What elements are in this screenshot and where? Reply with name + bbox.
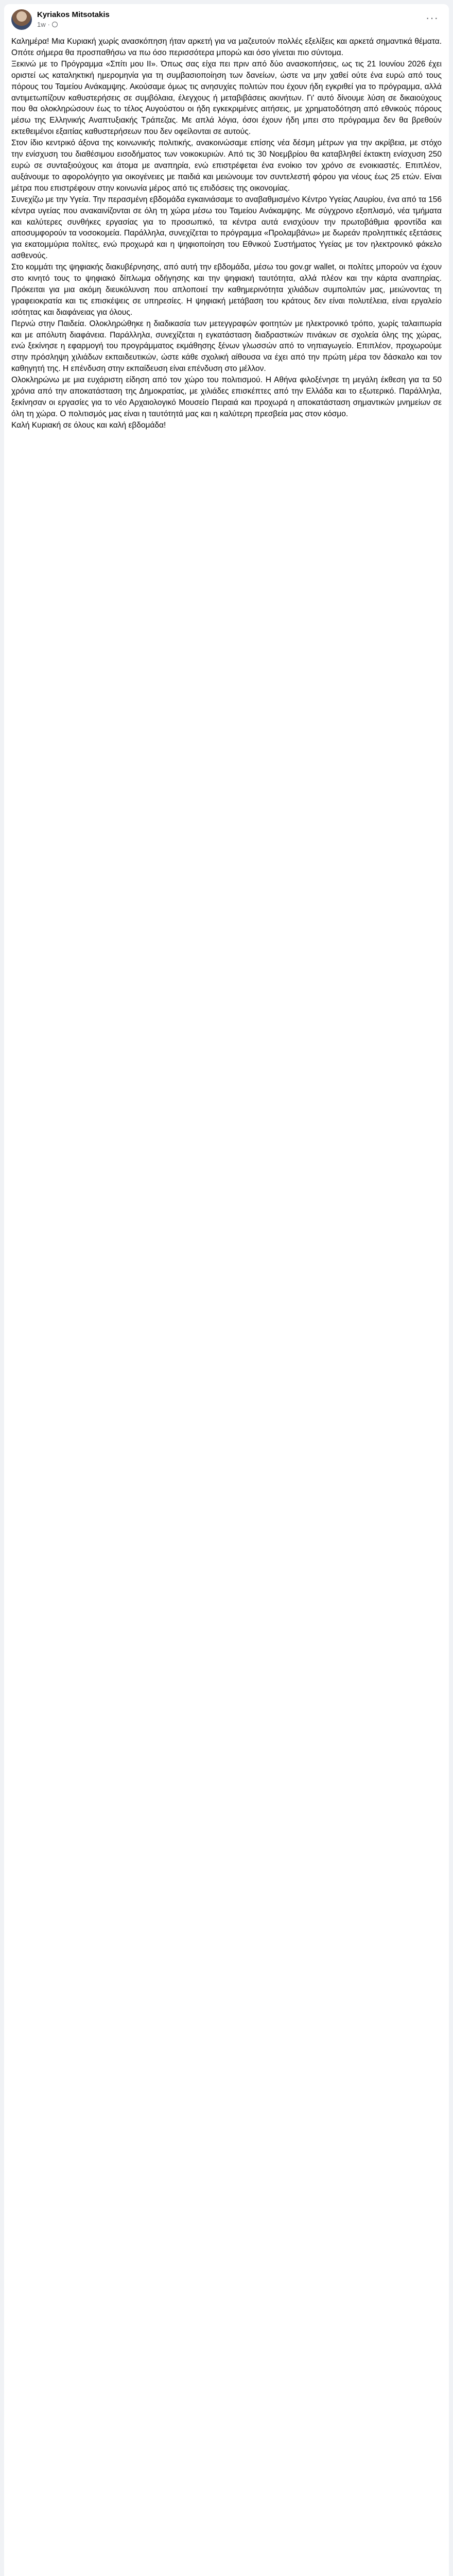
- post-time[interactable]: 1w: [37, 21, 46, 28]
- post-body: [11, 36, 442, 431]
- author-name[interactable]: Kyriakos Mitsotakis: [37, 10, 110, 19]
- post-paragraph: Καλημέρα! Μια Κυριακή χωρίς ανασκόπηση ήταν αρκετή για να μαζευτούν πολλές εξελίξεις και αρκετά σημαντικά θέματα. Οπότε σήμερα θα προσπαθήσω να πω όσο περισσότερα μπορώ και όσο γίνεται πιο σύντομα.: [11, 37, 442, 57]
- post-paragraph: Ολοκληρώνω με μια ευχάριστη είδηση από τον χώρο του πολιτισμού. Η Αθήνα φιλοξένησε τη μεγάλη έκθεση για τα 50 χρόνια από την αποκατάσταση της Δημοκρατίας, με χιλιάδες επισκέπτες από την Ελλάδα και το εξωτερικό. Παράλληλα, ξεκίνησαν οι εργασίες για το νέο Αρχαιολογικό Μουσείο Πειραιά και προχωρά η αποκατάσταση σημαντικών μνημείων σε όλη τη χώρα. Ο πολιτισμός μας είναι η ταυτότητά μας και η καλύτερη πρεσβεία μας στον κόσμο.: [11, 376, 442, 418]
- post-paragraph: Στον ίδιο κεντρικό άξονα της κοινωνικής πολιτικής, ανακοινώσαμε επίσης νέα δέσμη μέτρων για την ακρίβεια, με στόχο την ενίσχυση του διαθέσιμου εισοδήματος των νοικοκυριών. Από τις 30 Νοεμβρίου θα καταβληθεί έκτακτη ενίσχυση 250 ευρώ σε συνταξιούχους και άτομα με αναπηρία, ενώ επιστρέφεται ένα ενοίκιο τον χρόνο σε ενοικιαστές. Επιπλέον, αυξάνουμε το αφορολόγητο για οικογένειες με παιδιά και μειώνουμε τον συντελεστή φόρου για νέους έως 25 ετών. Είναι μέτρα που επιστρέφουν στην κοινωνία μέρος από τις επιδόσεις της οικονομίας.: [11, 139, 442, 193]
- post-paragraph: Περνώ στην Παιδεία. Ολοκληρώθηκε η διαδικασία των μετεγγραφών φοιτητών με ηλεκτρονικό τρόπο, χωρίς ταλαιπωρία και με απόλυτη διαφάνεια. Παράλληλα, συνεχίζεται η εγκατάσταση διαδραστικών πινάκων σε σχολεία όλης της χώρας, ενώ ξεκίνησε η εφαρμογή του προγράμματος εκμάθησης ξένων γλωσσών από το νηπιαγωγείο. Επιπλέον, προχωρούμε στην πρόσληψη χιλιάδων εκπαιδευτικών, ώστε κάθε σχολική αίθουσα να έχει από την πρώτη μέρα τον δάσκαλο και τον καθηγητή της. Η επένδυση στην εκπαίδευση είναι επένδυση στο μέλλον.: [11, 319, 442, 374]
- meta-dot: ·: [47, 21, 50, 28]
- more-options-icon[interactable]: ···: [426, 11, 439, 24]
- post-header: [11, 9, 439, 32]
- post-paragraph: Συνεχίζω με την Υγεία. Την περασμένη εβδομάδα εγκαινιάσαμε το αναβαθμισμένο Κέντρο Υγείας Λαυρίου, ένα από τα 156 κέντρα υγείας που ανακαινίζονται σε όλη τη χώρα μέσω του Ταμείου Ανάκαμψης. Με σύγχρονο εξοπλισμό, νέα τμήματα και καλύτερες συνθήκες εργασίας για το προσωπικό, τα κέντρα αυτά ενισχύουν την πρωτοβάθμια φροντίδα και αποσυμφορούν τα νοσοκομεία. Παράλληλα, συνεχίζεται το πρόγραμμα «Προλαμβάνω» με δωρεάν προληπτικές εξετάσεις για εκατομμύρια πολίτες, ενώ προχωρά και η ψηφιοποίηση του Εθνικού Συστήματος Υγείας με τον ηλεκτρονικό φάκελο ασθενούς.: [11, 195, 442, 261]
- post-card: [4, 4, 449, 2576]
- post-meta: [37, 21, 58, 28]
- post-paragraph: Καλή Κυριακή σε όλους και καλή εβδομάδα!: [11, 420, 166, 430]
- post-paragraph: Στο κομμάτι της ψηφιακής διακυβέρνησης, από αυτή την εβδομάδα, μέσω του gov.gr wallet, οι πολίτες μπορούν να έχουν στο κινητό τους το ψηφιακό δίπλωμα οδήγησης και την ψηφιακή ταυτότητα, αλλά πλέον και την κάρτα αναπηρίας. Πρόκειται για μια ακόμη διευκόλυνση που απλοποιεί την καθημερινότητα χιλιάδων συμπολιτών μας, μειώνοντας τη γραφειοκρατία και τις επισκέψεις σε υπηρεσίες. Η ψηφιακή μετάβαση του κράτους δεν είναι πολυτέλεια, είναι εργαλείο ισότητας και διαφάνειας για όλους.: [11, 263, 442, 317]
- globe-icon: [52, 22, 58, 27]
- avatar[interactable]: [11, 9, 32, 30]
- post-paragraph: Ξεκινώ με το Πρόγραμμα «Σπίτι μου ΙΙ». Όπως σας είχα πει πριν από δύο ανασκοπήσεις, ως τις 21 Ιουνίου 2026 έχει οριστεί ως καταληκτική ημερομηνία για τη συμβασιοποίηση των δανείων, ώστε να μην χαθεί ούτε ένα ευρώ από τους πόρους του Ταμείου Ανάκαμψης. Ακούσαμε όμως τις ανησυχίες πολιτών που έχουν ήδη εγκριθεί για το πρόγραμμα, αλλά αντιμετωπίζουν καθυστερήσεις σε συμβόλαια, έλεγχους ή μεταβιβάσεις ακινήτων. Γι' αυτό δίνουμε λύση σε δικαιούχους που θα ολοκληρώσουν έως το τέλος Αυγούστου οι ήδη εγκεκριμένες αιτήσεις, με χρηματοδότηση από εθνικούς πόρους μέσω της Ελληνικής Αναπτυξιακής Τράπεζας. Με απλά λόγια, όσοι έχουν ήδη μπει στο πρόγραμμα δεν θα βρεθούν εκτεθειμένοι εξαιτίας καθυστερήσεων που δεν οφείλονται σε αυτούς.: [11, 59, 442, 137]
